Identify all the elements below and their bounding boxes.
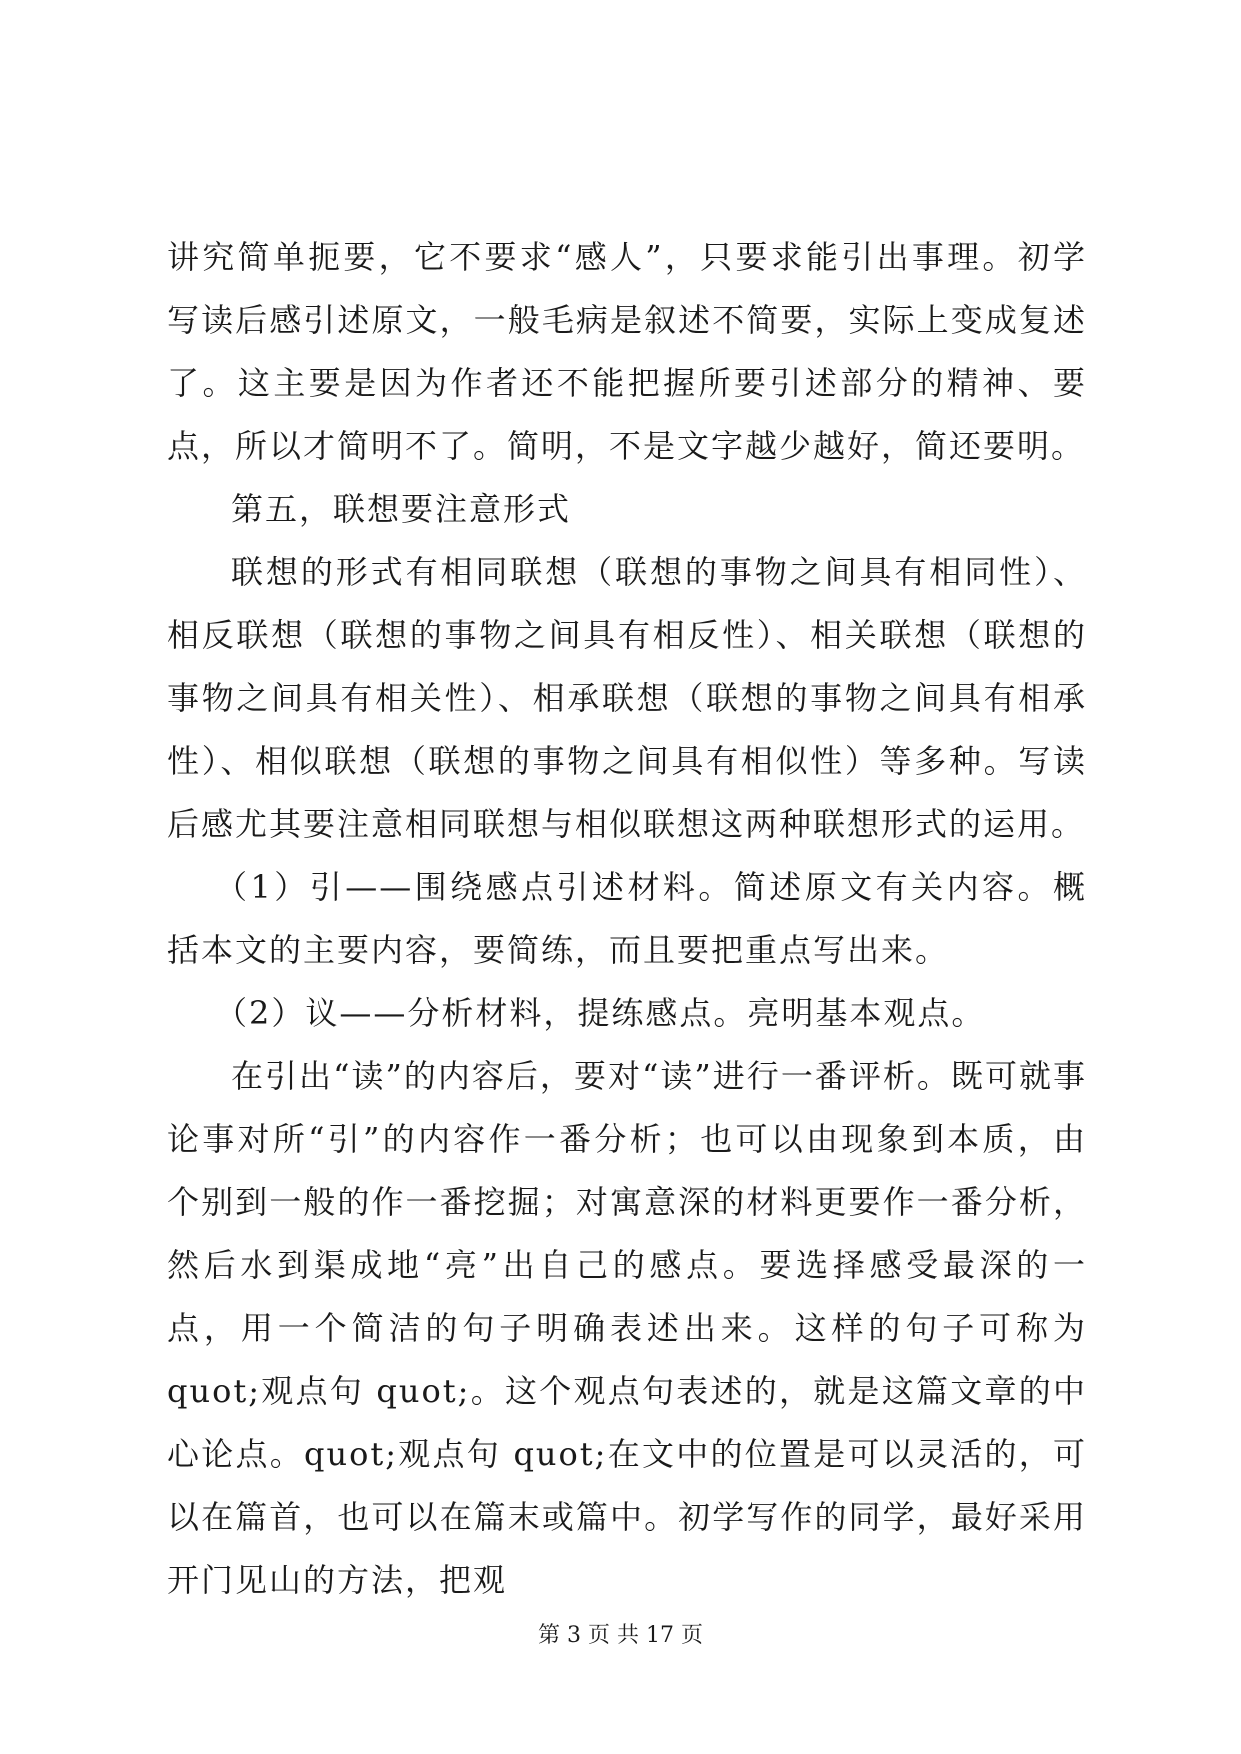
page-footer: 第 3 页 共 17 页 bbox=[538, 1623, 703, 1648]
paragraph-step-1: （1）引——围绕感点引述材料。简述原文有关内容。概括本文的主要内容，要简练，而且要把重点写出来。 bbox=[167, 868, 1087, 969]
paragraph-continuation: 讲究简单扼要，它不要求“感人”，只要求能引出事理。初学写读后感引述原文，一般毛病是叙述不简要，实际上变成复述了。这主要是因为作者还不能把握所要引述部分的精神、要点，所以才简明不了。简明，不是文字越少越好，简还要明。 bbox=[167, 238, 1087, 465]
body-text bbox=[167, 226, 1087, 1612]
paragraph-analysis: 在引出“读”的内容后，要对“读”进行一番评析。既可就事论事对所“引”的内容作一番分析；也可以由现象到本质，由个别到一般的作一番挖掘；对寓意深的材料更要作一番分析，然后水到渠成地“亮”出自己的感点。要选择感受最深的一点，用一个简洁的句子明确表述出来。这样的句子可称为 quot;观点句 quot;。这个观点句表述的，就是这篇文章的中心论点。quot;观点句 quot;在文中的位置是可以灵活的，可以在篇首，也可以在篇末或篇中。初学写作的同学，最好采用开门见山的方法，把观 bbox=[167, 1057, 1087, 1599]
paragraph-step-2: （2）议——分析材料，提练感点。亮明基本观点。 bbox=[215, 994, 986, 1032]
section-heading: 第五，联想要注意形式 bbox=[231, 490, 572, 528]
paragraph-association-forms: 联想的形式有相同联想（联想的事物之间具有相同性）、相反联想（联想的事物之间具有相反性）、相关联想（联想的事物之间具有相关性）、相承联想（联想的事物之间具有相承性）、相似联想（联想的事物之间具有相似性）等多种。写读后感尤其要注意相同联想与相似联想这两种联想形式的运用。 bbox=[167, 553, 1087, 843]
